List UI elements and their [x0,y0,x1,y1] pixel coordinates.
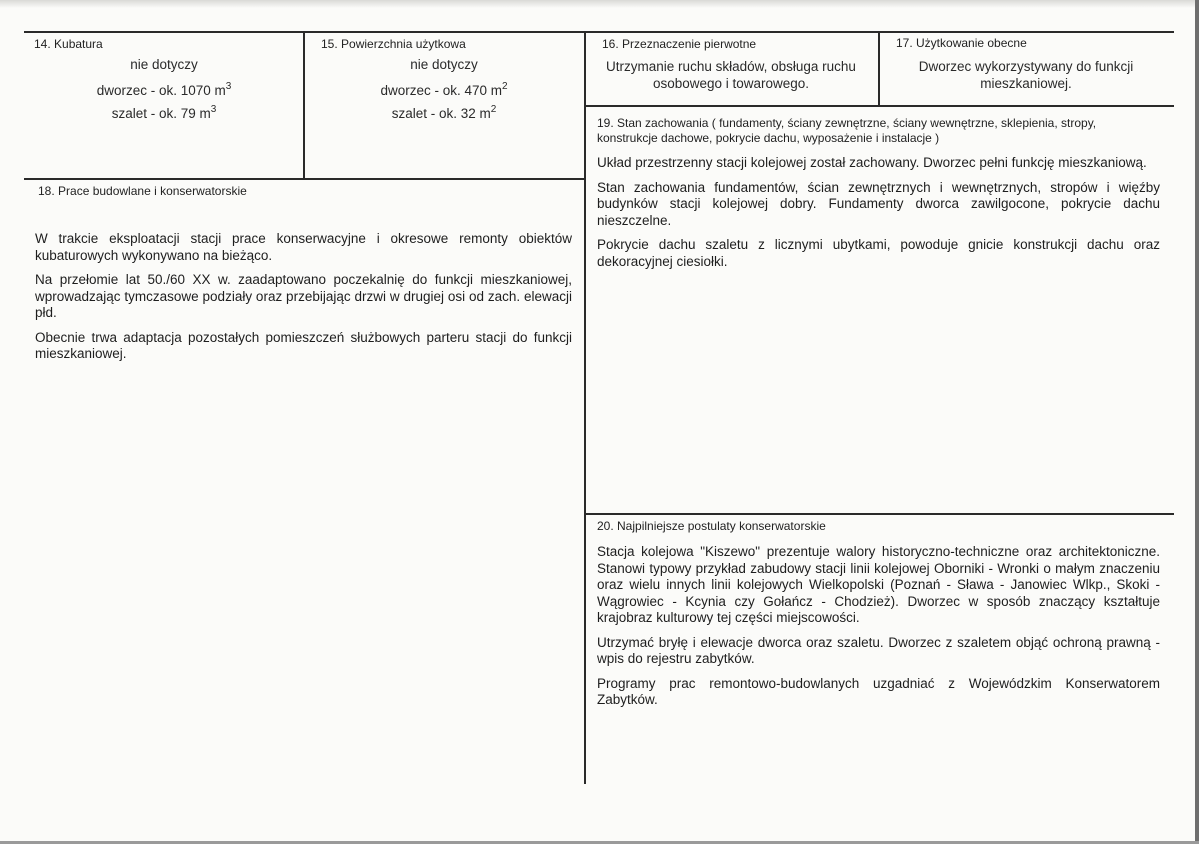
grid-line-below-16-17 [584,105,1174,107]
section-19-paragraph: Układ przestrzenny stacji kolejowej został zachowany. Dworzec pełni funkcję mieszkaniową. [597,155,1147,170]
section-15-line-3 [305,105,583,122]
section-20-body [597,544,1160,717]
section-19-body [597,155,1160,278]
section-20-paragraph: Stacja kolejowa "Kiszewo" prezentuje walory historyczno-techniczne oraz architektoniczne. Stanowi typowy przykład zabudowy stacji linii kolejowej Oborniki - Wronki o małym znaczeniu oraz wielu innych linii kolejowych Wielkopolski (Poznań - Sława - Janowiec Wlkp., Skoki - Wągrowiec - Kcynia czy Gołańcz - Chodzież). Dworzec w sposób znaczący kształtuje krajobraz kulturowy tej części miejscowości. [597,544,1160,625]
scan-top-edge [0,0,1199,8]
section-14-line-2-sup: 3 [225,81,232,92]
grid-line-above-20 [584,513,1174,515]
section-15-content [305,56,583,122]
section-16-value: Utrzymanie ruchu składów, obsługa ruchu osobowego i towarowego. [606,59,856,91]
section-14-title: 14. Kubatura [34,37,103,51]
section-19-title: 19. Stan zachowania ( fundamenty, ściany zewnętrzne, ściany wewnętrzne, sklepienia, stropy, konstrukcje dachowe, pokrycie dachu, wyposażenie i instalacje ) [597,116,1097,145]
section-20-title: 20. Najpilniejsze postulaty konserwatorskie [597,519,826,533]
section-18-title: 18. Prace budowlane i konserwatorskie [38,184,247,198]
section-15-line-3-sup: 2 [490,104,497,115]
grid-line-center [584,31,586,784]
section-14-line-3-sup: 3 [210,104,217,115]
section-18-body [35,231,572,371]
section-15-title: 15. Powierzchnia użytkowa [321,37,466,51]
grid-line-top [24,31,1174,33]
section-17-value: Dworzec wykorzystywany do funkcji mieszkaniowej. [918,59,1134,91]
section-20-paragraph: Utrzymać bryłę i elewacje dworca oraz szaletu. Dworzec z szaletem objąć ochroną prawną - wpis do rejestru zabytków. [597,634,1160,666]
section-14-line-2-text: dworzec - ok. 1070 m [96,83,226,98]
section-14-line-3-text: szalet - ok. 79 m [111,106,211,121]
section-15-line-2-text: dworzec - ok. 470 m [380,83,502,98]
section-14-content [26,56,302,122]
section-17-title: 17. Użytkowanie obecne [896,36,1027,50]
section-19-paragraph: Pokrycie dachu szaletu z licznymi ubytkami, powoduje gnicie konstrukcji dachu oraz dekoracyjnej ciesiołki. [597,237,1160,269]
section-15-line-1: nie dotyczy [410,57,478,72]
section-18-paragraph: W trakcie eksploatacji stacji prace konserwacyjne i okresowe remonty obiektów kubaturowych wykonywano na bieżąco. [35,231,572,263]
section-14-line-2 [26,82,302,99]
section-18-paragraph: Obecnie trwa adaptacja pozostałych pomieszczeń służbowych parteru stacji do funkcji mieszkaniowej. [35,329,572,361]
scan-right-edge [1195,0,1199,844]
section-14-line-1: nie dotyczy [130,57,198,72]
grid-line-below-14-15 [24,178,586,180]
section-15-line-3-text: szalet - ok. 32 m [391,106,491,121]
section-19-paragraph: Stan zachowania fundamentów, ścian zewnętrznych i wewnętrznych, stropów i więźby budynków stacji kolejowej dobry. Fundamenty dworca zawilgocone, pokrycie dachu nieszczelne. [597,179,1160,228]
section-15-line-2 [305,82,583,99]
section-14-line-3 [26,105,302,122]
section-20-paragraph: Programy prac remontowo-budowlanych uzgadniać z Wojewódzkim Konserwatorem Zabytków. [597,675,1160,707]
section-18-paragraph: Na przełomie lat 50./60 XX w. zaadaptowano poczekalnię do funkcji mieszkaniowej, wprowadzając tymczasowe podziały oraz przebijając drzwi w drugiej osi od zach. elewacji płd. [35,272,572,320]
section-16-title: 16. Przeznaczenie pierwotne [602,37,757,51]
section-15-line-2-sup: 2 [501,81,508,92]
grid-line-divider-16-17 [878,31,880,106]
